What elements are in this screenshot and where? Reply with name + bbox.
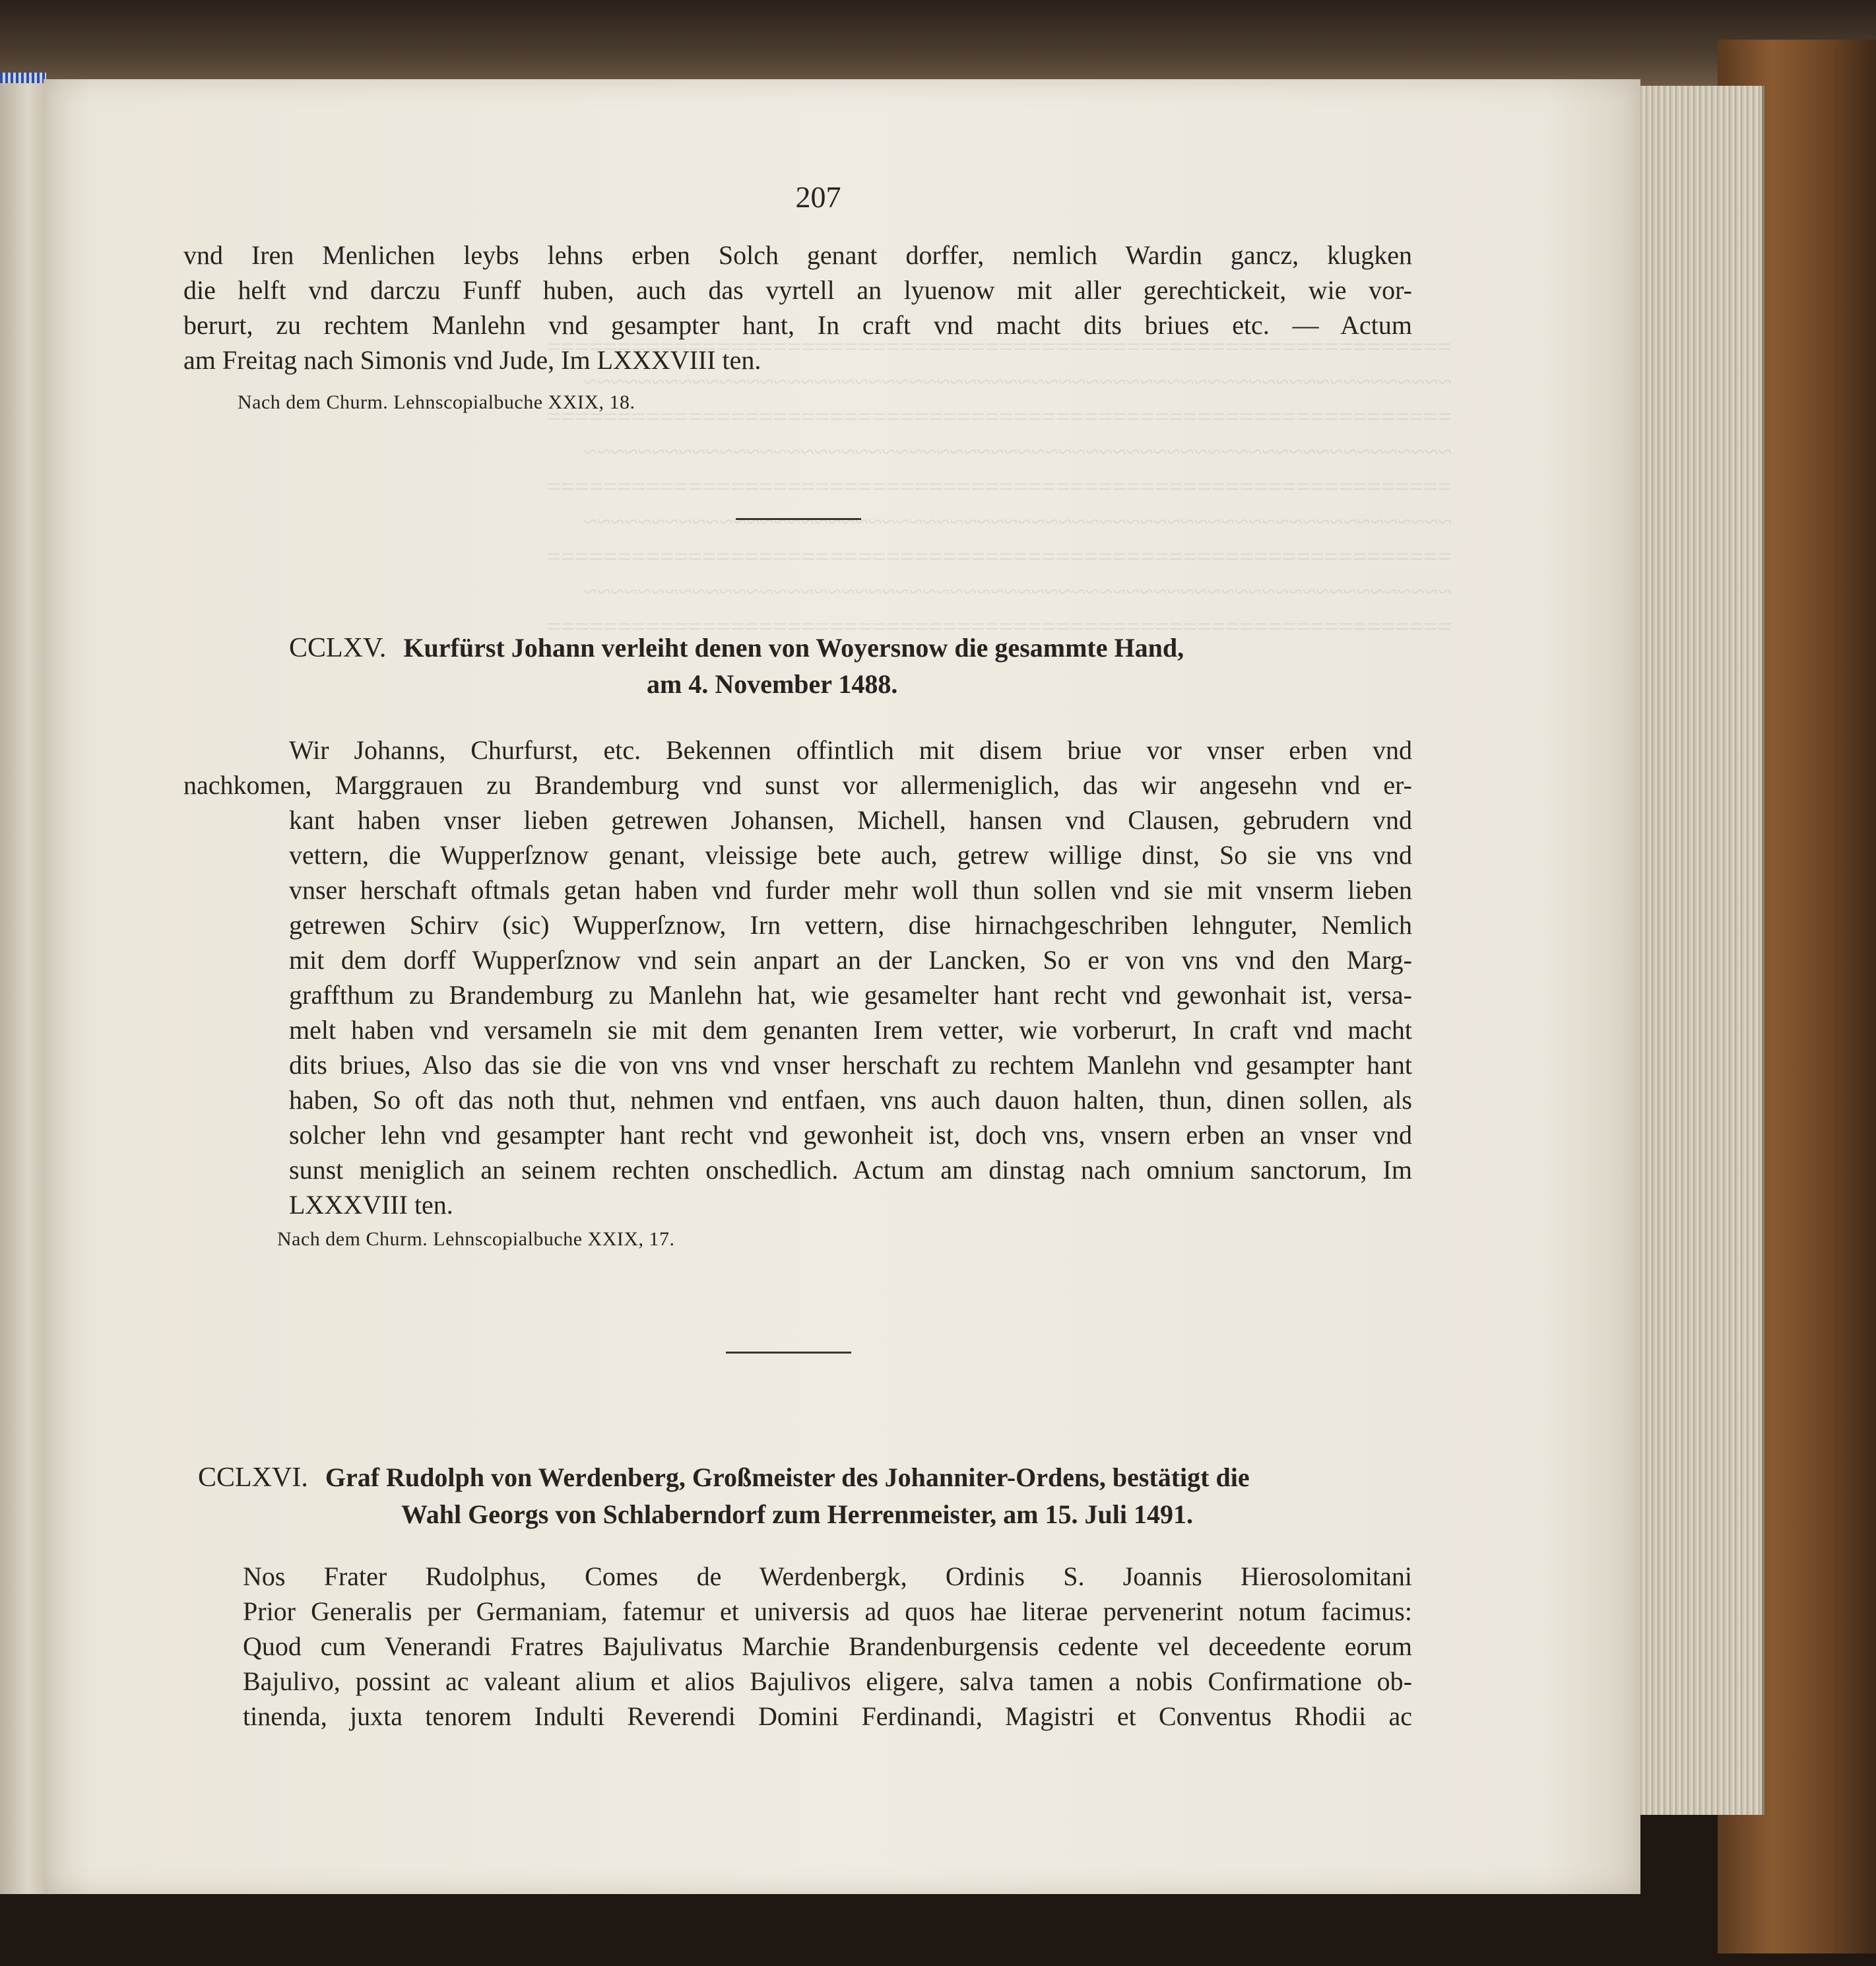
text-line: LXXXVIII ten. <box>289 1190 453 1220</box>
section-divider <box>736 518 861 520</box>
text-line: haben, So oft das noth thut, nehmen vnd entfaen, vns auch dauon halten, thun, dinen sollen, als <box>289 1085 1412 1115</box>
section-heading-date: am 4. November 1488. <box>647 669 898 699</box>
section-heading-date: Wahl Georgs von Schlaberndorf zum Herrenmeister, am 15. Juli 1491. <box>401 1499 1193 1529</box>
text-line: vettern, die Wupperſznow genant, vleissige bete auch, getrew willige dinst, So sie vns vnd <box>289 840 1412 870</box>
document-paragraph <box>183 733 1412 1222</box>
section-divider <box>726 1352 851 1354</box>
text-line: Bajulivo, possint ac valeant alium et alios Bajulivos eligere, salva tamen a nobis Confirmatione ob- <box>243 1666 1412 1696</box>
text-line: nachkomen, Marggrauen zu Brandemburg vnd sunst vor allermeniglich, das wir angesehn vnd er- <box>183 770 1412 800</box>
text-line: berurt, zu rechtem Manlehn vnd gesampter hant, In craft vnd macht dits briues etc. — Actum <box>183 310 1412 340</box>
text-line: die helft vnd darczu Funff huben, auch das vyrtell an lyuenow mit aller gerechtickeit, wie vor- <box>183 275 1412 305</box>
left-edge-color-bar <box>0 73 46 83</box>
text-line: vnd Iren Menlichen leybs lehns erben Solch genant dorffer, nemlich Wardin gancz, klugken <box>183 240 1412 270</box>
text-line: Wir Johanns, Churfurst, etc. Bekennen offintlich mit disem briue vor vnser erben vnd <box>289 735 1412 765</box>
page-block-edge <box>1636 86 1764 1815</box>
source-note: Nach dem Churm. Lehnscopialbuche XXIX, 17. <box>277 1228 675 1250</box>
left-page-edge <box>0 73 46 1894</box>
section-number: CCLXVI. <box>198 1462 308 1493</box>
page-number: 207 <box>795 180 841 214</box>
section-number: CCLXV. <box>289 633 387 663</box>
section-heading <box>198 1460 1419 1495</box>
text-line: mit dem dorff Wupperſznow vnd sein anpart an der Lancken, So er von vns vnd den Marg- <box>289 945 1412 975</box>
text-line: kant haben vnser lieben getrewen Johansen, Michell, hansen vnd Clausen, gebrudern vnd <box>289 805 1412 835</box>
text-line: dits briues, Also das sie die von vns vnd vnser herschaft zu rechtem Manlehn vnd gesampter hant <box>289 1050 1412 1080</box>
text-line: am Freitag nach Simonis vnd Jude, Im LXXXVIII ten. <box>183 345 761 375</box>
section-title: Kurfürst Johann verleiht denen von Woyersnow die gesammte Hand, <box>403 633 1184 663</box>
text-line: melt haben vnd versameln sie mit dem genanten Irem vetter, wie vorberurt, In craft vnd macht <box>289 1015 1412 1045</box>
book-cover-top <box>0 0 1876 86</box>
text-line: sunst meniglich an seinem rechten onschedlich. Actum am dinstag nach omnium sanctorum, Im <box>289 1155 1412 1185</box>
text-line: Prior Generalis per Germaniam, fatemur et universis ad quos hae literae pervenerint notum facimus: <box>243 1596 1412 1626</box>
document-paragraph <box>183 1559 1412 1734</box>
section-heading <box>289 630 1417 666</box>
text-line: Nos Frater Rudolphus, Comes de Werdenbergk, Ordinis S. Joannis Hierosolomitani <box>243 1561 1412 1591</box>
text-line: solcher lehn vnd gesampter hant recht vnd gewonheit ist, doch vns, vnsern erben an vnser vnd <box>289 1120 1412 1150</box>
text-line: getrewen Schirv (sic) Wupperſznow, Irn vettern, dise hirnachgeschriben lehnguter, Nemlich <box>289 910 1412 940</box>
text-line: graffthum zu Brandemburg zu Manlehn hat, wie gesamelter hant recht vnd gewonhait ist, versa- <box>289 980 1412 1010</box>
text-line: Quod cum Venerandi Fratres Bajulivatus Marchie Brandenburgensis cedente vel deceedente eorum <box>243 1631 1412 1661</box>
text-line: tinenda, juxta tenorem Indulti Reverendi Domini Ferdinandi, Magistri et Conventus Rhodii ac <box>243 1701 1412 1731</box>
source-note: Nach dem Churm. Lehnscopialbuche XXIX, 18. <box>238 391 635 413</box>
text-line: vnser herschaft oftmals getan haben vnd furder mehr woll thun sollen vnd sie mit vnserm lieben <box>289 875 1412 905</box>
paragraph-continuation <box>183 238 1412 377</box>
section-title: Graf Rudolph von Werdenberg, Großmeister des Johanniter-Ordens, bestätigt die <box>325 1462 1250 1492</box>
